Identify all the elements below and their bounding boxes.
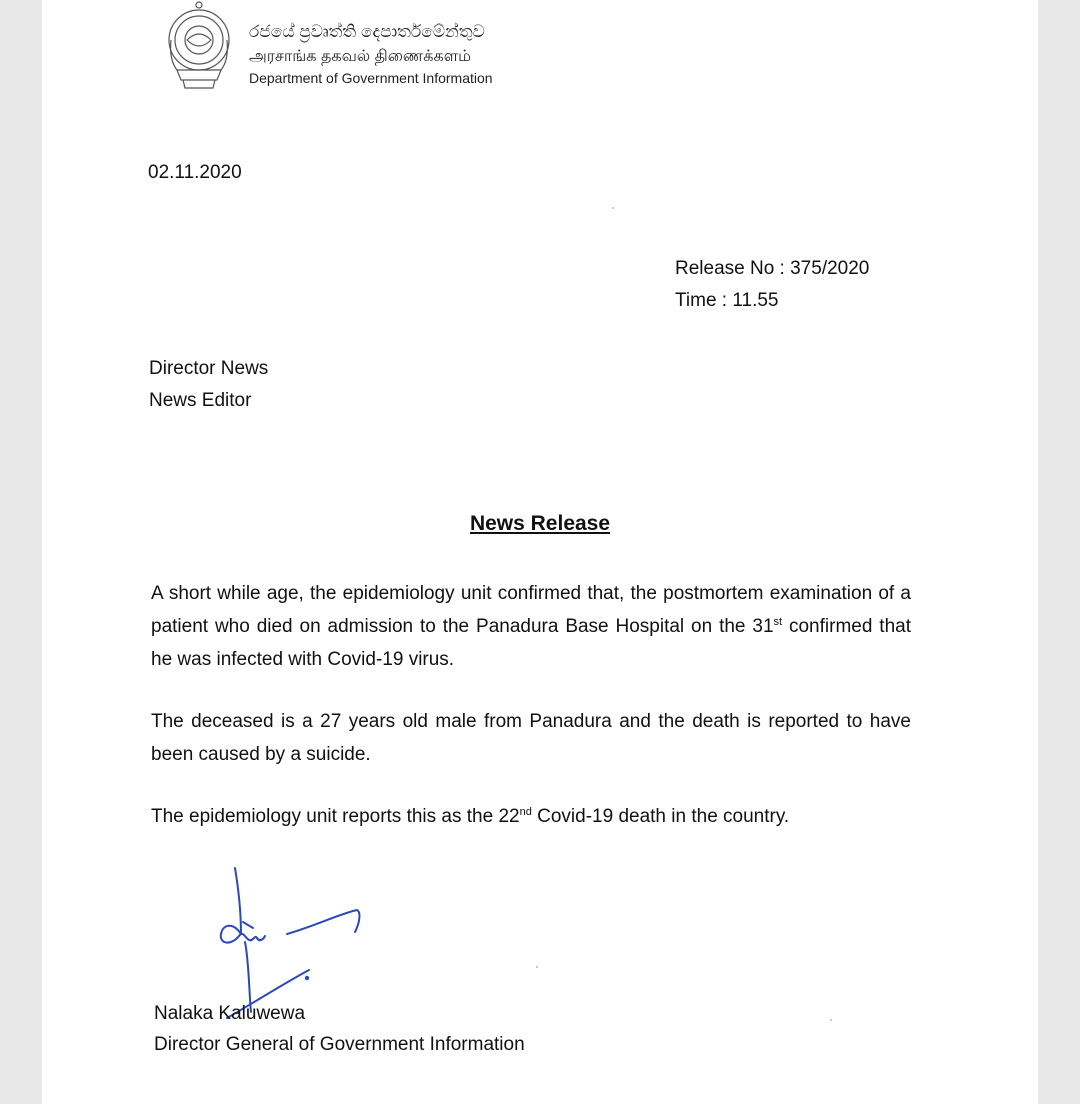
paragraph-3-text: The epidemiology unit reports this as the 22 [151,806,520,827]
release-number: Release No : 375/2020 [675,258,870,279]
paragraph-3 [151,800,911,833]
document-date: 02.11.2020 [148,162,242,183]
addressee-news-editor: News Editor [149,390,252,411]
signatory-name: Nalaka Kaluwewa [154,1003,306,1024]
paragraph-3-text-end: Covid-19 death in the country. [531,806,790,827]
ordinal-suffix: nd [519,806,532,818]
ordinal-suffix: st [773,616,783,628]
paragraph-2: The deceased is a 27 years old male from Panadura and the death is reported to have been caused by a suicide. [151,711,911,765]
release-info [675,253,869,317]
release-time: Time : 11.55 [675,290,779,311]
paragraph-1-text: A short while age, the epidemiology unit confirmed that, the postmortem examination of a patient who died on admission to the Panadura Base Hospital on the 31 [151,583,911,637]
paragraph-1-text-end: confirmed that he was infected with Covid-19 virus. [151,616,911,670]
paper-speck [536,966,538,968]
letterhead-sinhala: රජයේ ප්‍රවෘත්ති දෙපාර්තමේන්තුව [249,22,485,41]
letterhead-tamil: அரசாங்க தகவல் திணைக்களம் [249,48,472,65]
page-title: News Release [469,512,611,535]
letterhead-english: Department of Government Information [249,70,493,86]
signatory-title: Director General of Government Information [154,1034,525,1055]
paper-speck [612,207,614,209]
addressees [149,353,268,417]
addressee-director-news: Director News [149,358,269,379]
state-emblem-icon [163,0,235,92]
paper-speck [830,1019,832,1021]
signatory [154,998,525,1060]
paragraph-1 [151,577,911,676]
